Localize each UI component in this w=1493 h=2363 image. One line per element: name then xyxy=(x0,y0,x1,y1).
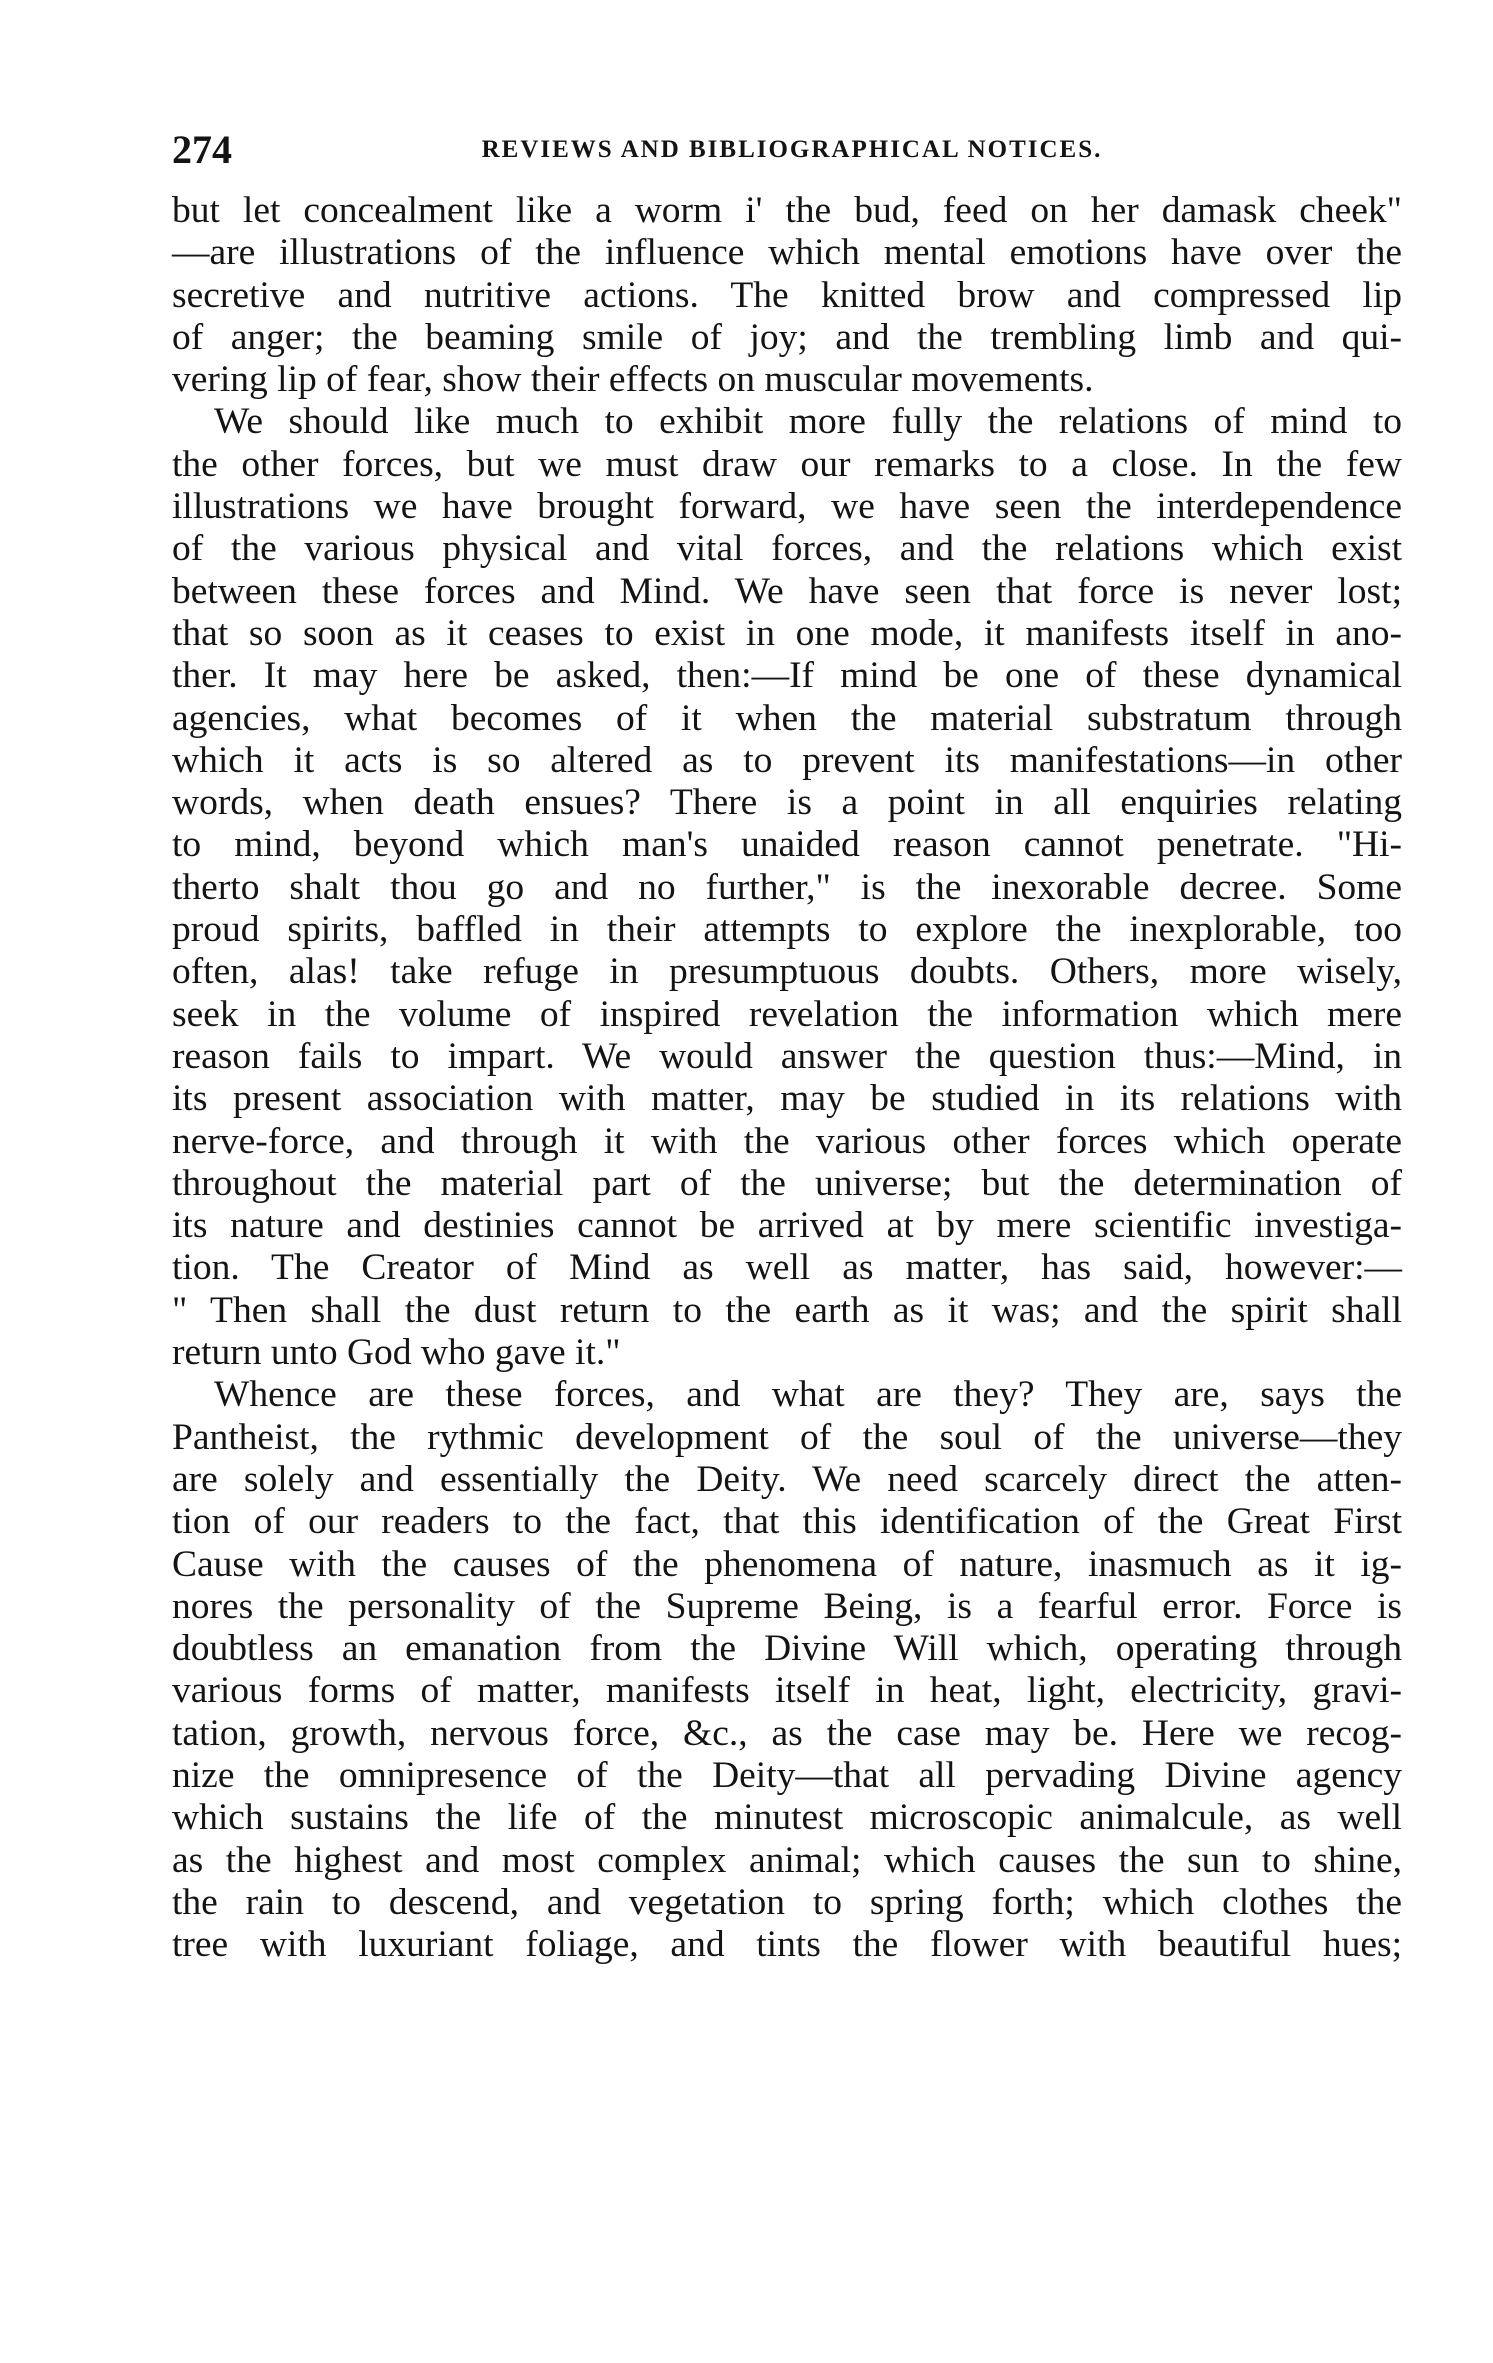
text-line: agencies, what becomes of it when the material substratum through xyxy=(172,697,1402,739)
text-line: secretive and nutritive actions. The knitted brow and compressed lip xyxy=(172,274,1402,316)
text-line: throughout the material part of the universe; but the determination of xyxy=(172,1162,1402,1204)
text-line: tation, growth, nervous force, &c., as the case may be. Here we recog- xyxy=(172,1712,1402,1754)
text-line: are solely and essentially the Deity. We need scarcely direct the atten- xyxy=(172,1458,1402,1500)
text-line: but let concealment like a worm i' the bud, feed on her damask cheek" xyxy=(172,190,1402,231)
text-line: which sustains the life of the minutest microscopic animalcule, as well xyxy=(172,1797,1402,1839)
text-line: Pantheist, the rythmic development of the soul of the universe—they xyxy=(172,1416,1402,1458)
text-line: words, when death ensues? There is a point in all enquiries relating xyxy=(172,782,1402,824)
text-line: return unto God who gave it." xyxy=(172,1332,621,1374)
text-line: its nature and destinies cannot be arrived at by mere scientific investiga- xyxy=(172,1205,1402,1247)
text-line: ther. It may here be asked, then:—If mind be one of these dynamical xyxy=(172,655,1402,697)
text-line: proud spirits, baffled in their attempts to explore the inexplorable, too xyxy=(172,909,1402,951)
text-line: nerve-force, and through it with the various other forces which operate xyxy=(172,1120,1402,1162)
text-line: between these forces and Mind. We have seen that force is never lost; xyxy=(172,570,1402,612)
text-line: as the highest and most complex animal; which causes the sun to shine, xyxy=(172,1839,1402,1881)
text-line: tion of our readers to the fact, that this identification of the Great First xyxy=(172,1501,1402,1543)
text-line: tree with luxuriant foliage, and tints the flower with beautiful hues; xyxy=(172,1924,1402,1966)
text-line: doubtless an emanation from the Divine Will which, operating through xyxy=(172,1628,1402,1670)
text-line: to mind, beyond which man's unaided reason cannot penetrate. "Hi- xyxy=(172,824,1402,866)
running-title: REVIEWS AND BIBLIOGRAPHICAL NOTICES. xyxy=(481,136,1103,163)
text-line: often, alas! take refuge in presumptuous doubts. Others, more wisely, xyxy=(172,951,1402,993)
text-line: nize the omnipresence of the Deity—that all pervading Divine agency xyxy=(172,1754,1402,1796)
text-line: various forms of matter, manifests itself in heat, light, electricity, gravi- xyxy=(172,1670,1402,1712)
text-line: of anger; the beaming smile of joy; and the trembling limb and qui- xyxy=(172,316,1402,358)
text-line: its present association with matter, may be studied in its relations with xyxy=(172,1078,1402,1120)
text-line: therto shalt thou go and no further," is the inexorable decree. Some xyxy=(172,866,1402,908)
text-line: vering lip of fear, show their effects on muscular movements. xyxy=(172,359,1094,401)
body-text xyxy=(172,190,1402,1966)
page-number: 274 xyxy=(172,127,232,172)
text-line: the rain to descend, and vegetation to spring forth; which clothes the xyxy=(172,1881,1402,1923)
page-header xyxy=(172,120,1412,180)
text-line: reason fails to impart. We would answer the question thus:—Mind, in xyxy=(172,1035,1402,1077)
text-line: which it acts is so altered as to prevent its manifestations—in other xyxy=(172,739,1402,781)
text-line: Cause with the causes of the phenomena of nature, inasmuch as it ig- xyxy=(172,1543,1402,1585)
text-line: —are illustrations of the influence which mental emotions have over the xyxy=(172,232,1402,274)
text-line: that so soon as it ceases to exist in one mode, it manifests itself in ano- xyxy=(172,612,1402,654)
text-line: the other forces, but we must draw our remarks to a close. In the few xyxy=(172,443,1402,485)
text-line: of the various physical and vital forces, and the relations which exist xyxy=(172,528,1402,570)
text-line: seek in the volume of inspired revelation the information which mere xyxy=(172,993,1402,1035)
text-line: tion. The Creator of Mind as well as matter, has said, however:— xyxy=(172,1247,1402,1289)
text-line: nores the personality of the Supreme Being, is a fearful error. Force is xyxy=(172,1585,1402,1627)
text-line: " Then shall the dust return to the earth as it was; and the spirit shall xyxy=(172,1289,1402,1331)
paragraph-first-line: We should like much to exhibit more fully the relations of mind to xyxy=(214,401,1402,443)
text-line: illustrations we have brought forward, we have seen the interdependence xyxy=(172,486,1402,528)
paragraph-first-line: Whence are these forces, and what are they? They are, says the xyxy=(214,1374,1402,1416)
